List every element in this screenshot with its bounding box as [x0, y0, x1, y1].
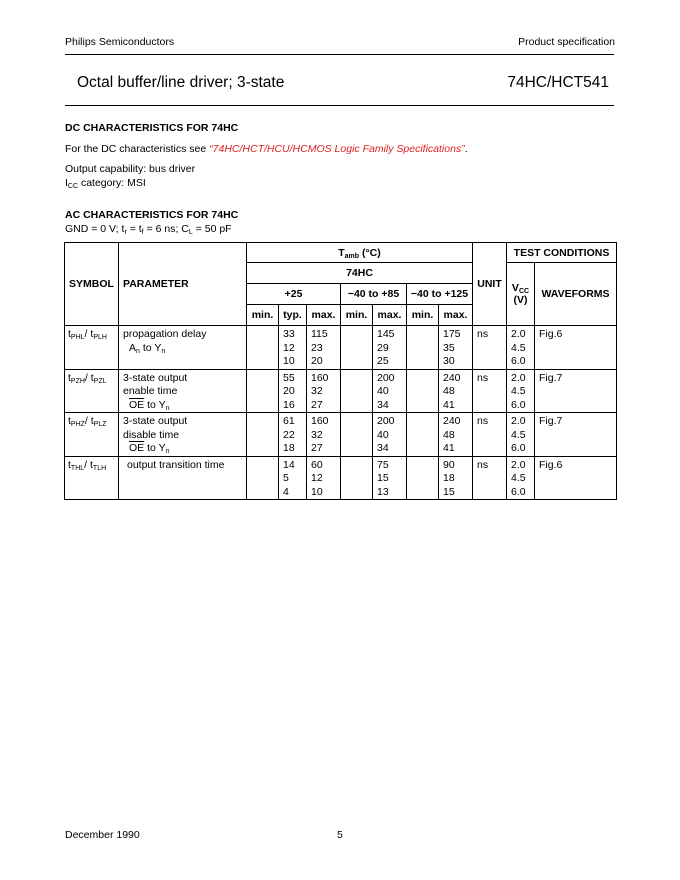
ac-conditions: GND = 0 V; $t_r = t_f = 6$ ns; $C_L = 50$ pF: [65, 223, 232, 236]
page-number: 5: [337, 829, 343, 841]
symbol-cell: $t_{THL}/$ $t_{TLH}$: [65, 456, 119, 500]
min125-cell: [407, 326, 439, 370]
min125-cell: [407, 413, 439, 457]
table-row: [65, 369, 617, 413]
col-header-min-125: min.: [407, 305, 439, 326]
dc-heading: DC CHARACTERISTICS FOR 74HC: [65, 122, 239, 134]
page-title: Octal buffer/line driver; 3-state: [77, 74, 285, 91]
parameter-cell: 3-state output disable time $\overline{OE}$ to $Y_n$: [119, 413, 247, 457]
col-header-range-125: −40 to +125: [407, 284, 473, 305]
min125-cell: [407, 369, 439, 413]
icc-category-text: category: MSI: [78, 177, 146, 189]
vcc-cell: 2.0 4.5 6.0: [507, 326, 535, 370]
icc-subscript: CC: [67, 183, 79, 190]
part-number: 74HC/HCT541: [507, 74, 609, 91]
icc-symbol: I: [65, 177, 68, 189]
max25-cell: 160 32 27: [307, 413, 341, 457]
max25-cell: 115 23 20: [307, 326, 341, 370]
col-header-test-conditions: TEST CONDITIONS: [507, 243, 617, 263]
parameter-cell: 3-state output enable time $\overline{OE}$ to $Y_n$: [119, 369, 247, 413]
ac-characteristics-table: [64, 242, 617, 500]
min85-cell: [341, 456, 373, 500]
min125-cell: [407, 456, 439, 500]
vcc-cell: 2.0 4.5 6.0: [507, 369, 535, 413]
unit-cell: ns: [473, 413, 507, 457]
waveform-cell: Fig.6: [535, 456, 617, 500]
waveform-cell: Fig.6: [535, 326, 617, 370]
min25-cell: [247, 369, 279, 413]
parameter-cell: [119, 326, 247, 370]
max25-cell: 60 12 10: [307, 456, 341, 500]
symbol-sep: /: [84, 328, 91, 340]
company-name: Philips Semiconductors: [65, 36, 175, 48]
max125-cell: 240 48 41: [439, 369, 473, 413]
vcc-symbol: V: [511, 282, 519, 294]
col-header-parameter: PARAMETER: [119, 243, 247, 326]
col-header-max-85: max.: [373, 305, 407, 326]
waveform-cell: Fig.7: [535, 413, 617, 457]
col-header-min-25: min.: [247, 305, 279, 326]
min25-cell: [247, 326, 279, 370]
symbol-a: t: [68, 328, 71, 340]
dc-spec-link[interactable]: “74HC/HCT/HCU/HCMOS Logic Family Specifications”: [209, 143, 465, 155]
table-row: [65, 456, 617, 500]
dc-intro: [65, 143, 468, 155]
max125-cell: 175 35 30: [439, 326, 473, 370]
vcc-cell: 2.0 4.5 6.0: [507, 456, 535, 500]
col-header-tamb: [247, 243, 473, 263]
header-rule-top: [65, 54, 614, 55]
typ25-cell: 61 22 18: [279, 413, 307, 457]
tamb-unit: (°C): [359, 246, 381, 259]
table-row: [65, 413, 617, 457]
dc-intro-end: .: [464, 143, 468, 155]
col-header-typ-25: typ.: [279, 305, 307, 326]
dc-intro-text: For the DC characteristics see: [65, 143, 210, 155]
parameter-cell: output transition time: [119, 456, 247, 500]
min85-cell: [341, 326, 373, 370]
vcc-subscript: CC: [518, 288, 530, 295]
col-header-min-85: min.: [341, 305, 373, 326]
table-row: [65, 326, 617, 370]
tamb-subscript: amb: [344, 252, 360, 260]
symbol-cell: $t_{PZH}/$ $t_{PZL}$: [65, 369, 119, 413]
dc-output-capability: Output capability: bus driver: [65, 163, 196, 175]
vcc-cell: 2.0 4.5 6.0: [507, 413, 535, 457]
col-header-range-25: +25: [247, 284, 341, 305]
dc-icc-category: [65, 177, 146, 189]
min25-cell: [247, 456, 279, 500]
footer-date: December 1990: [65, 829, 140, 841]
header-rule-bottom: [65, 105, 614, 106]
tamb-symbol: T: [338, 246, 345, 259]
max85-cell: 200 40 34: [373, 369, 407, 413]
min85-cell: [341, 413, 373, 457]
typ25-cell: 33 12 10: [279, 326, 307, 370]
col-header-max-25: max.: [307, 305, 341, 326]
col-header-vcc: [507, 263, 535, 326]
max85-cell: 145 29 25: [373, 326, 407, 370]
min25-cell: [247, 413, 279, 457]
symbol-cell: $t_{PHZ}/$ $t_{PLZ}$: [65, 413, 119, 457]
waveform-cell: Fig.7: [535, 369, 617, 413]
typ25-cell: 14 5 4: [279, 456, 307, 500]
col-header-unit: UNIT: [473, 243, 507, 326]
col-header-symbol: SYMBOL: [65, 243, 119, 326]
unit-cell: ns: [473, 369, 507, 413]
vcc-unit: (V): [513, 294, 528, 306]
col-header-waveforms: WAVEFORMS: [535, 263, 617, 326]
max85-cell: 200 40 34: [373, 413, 407, 457]
max125-cell: 90 18 15: [439, 456, 473, 500]
unit-cell: ns: [473, 326, 507, 370]
symbol-cell: [65, 326, 119, 370]
unit-cell: ns: [473, 456, 507, 500]
symbol-b: t: [90, 328, 94, 340]
max25-cell: 160 32 27: [307, 369, 341, 413]
col-header-range-85: −40 to +85: [341, 284, 407, 305]
col-header-74hc: 74HC: [247, 263, 473, 284]
min85-cell: [341, 369, 373, 413]
param-line-1: propagation delay: [123, 328, 207, 340]
typ25-cell: 55 20 16: [279, 369, 307, 413]
col-header-max-125: max.: [439, 305, 473, 326]
symbol-a-sub: PHL: [70, 334, 85, 341]
param-line-2: $A_n$ to $Y_n$: [129, 341, 166, 355]
symbol-b-sub: PLH: [93, 334, 107, 341]
ac-heading: AC CHARACTERISTICS FOR 74HC: [65, 209, 239, 221]
document-type: Product specification: [518, 36, 615, 48]
max85-cell: 75 15 13: [373, 456, 407, 500]
max125-cell: 240 48 41: [439, 413, 473, 457]
